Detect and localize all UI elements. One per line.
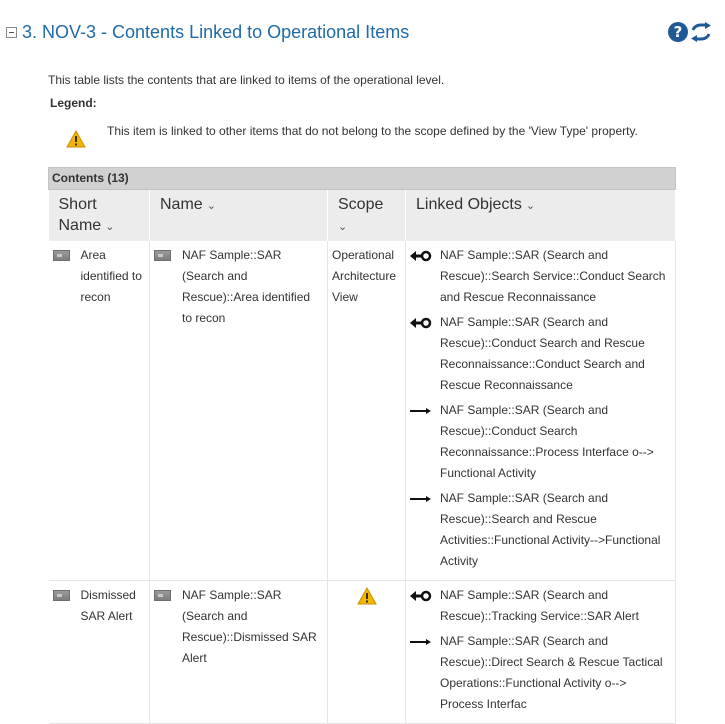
short-name-value[interactable]: Dismissed SAR Alert <box>80 588 136 623</box>
warning-icon <box>357 587 377 605</box>
scope-value: Operational Architecture View <box>332 248 397 304</box>
column-header-scope[interactable] <box>328 190 406 242</box>
refresh-icon[interactable] <box>690 22 712 42</box>
linked-object[interactable] <box>410 312 671 396</box>
legend-text: This item is linked to other items that do not belong to the scope defined by the 'View Type' property. <box>107 124 638 138</box>
help-icon[interactable]: ? <box>668 22 688 42</box>
linked-object-text: NAF Sample::SAR (Search and Rescue)::Tracking Service::SAR Alert <box>440 588 639 623</box>
linked-object-text: NAF Sample::SAR (Search and Rescue)::Search and Rescue Activities::Functional Activity-->Functional Activity <box>440 491 661 568</box>
arrow-link-icon <box>410 405 432 417</box>
arrow-link-icon <box>410 493 432 505</box>
column-header-linked-objects[interactable] <box>406 190 676 242</box>
chevron-down-icon[interactable]: ⌄ <box>338 220 348 233</box>
chevron-down-icon[interactable]: ⌄ <box>525 199 536 212</box>
name-value[interactable]: NAF Sample::SAR (Search and Rescue)::Area identified to recon <box>182 248 311 325</box>
table-caption: Contents (13) <box>49 168 676 190</box>
column-header-name[interactable] <box>150 190 328 242</box>
table-description: This table lists the contents that are linked to items of the operational level. <box>48 73 445 87</box>
name-value[interactable]: NAF Sample::SAR (Search and Rescue)::Dismissed SAR Alert <box>182 588 317 665</box>
element-icon <box>154 250 171 261</box>
linked-object-text: NAF Sample::SAR (Search and Rescue)::Search Service::Conduct Search and Rescue Reconnaissance <box>440 248 666 304</box>
column-header-short-name[interactable] <box>49 190 150 242</box>
linked-object[interactable] <box>410 488 671 572</box>
contents-table <box>48 167 676 724</box>
linked-object[interactable] <box>410 400 671 484</box>
bidirectional-link-icon <box>410 317 432 329</box>
section-title: 3. NOV-3 - Contents Linked to Operational Items <box>22 22 410 42</box>
linked-object-text: NAF Sample::SAR (Search and Rescue)::Conduct Search and Rescue Reconnaissance::Conduct Search and Rescue Reconnaissance <box>440 315 645 392</box>
linked-object[interactable] <box>410 631 671 715</box>
linked-object[interactable] <box>410 245 671 308</box>
name-label: Name <box>160 196 203 213</box>
linked-objects-label: Linked Objects <box>416 196 522 213</box>
table-row <box>49 241 676 581</box>
warning-icon <box>66 130 86 148</box>
linked-object-text: NAF Sample::SAR (Search and Rescue)::Conduct Search Reconnaissance::Process Interface o--> Functional Activity <box>440 403 654 480</box>
scope-label: Scope <box>338 196 384 213</box>
short-name-value[interactable]: Area identified to recon <box>80 248 142 304</box>
section-header <box>0 0 725 60</box>
chevron-down-icon[interactable]: ⌄ <box>206 199 216 212</box>
linked-object-text: NAF Sample::SAR (Search and Rescue)::Direct Search & Rescue Tactical Operations::Functional Activity o--> Process Interfac <box>440 634 663 711</box>
legend-label: Legend: <box>50 96 97 110</box>
collapse-icon[interactable] <box>6 27 17 38</box>
table-row <box>49 581 676 724</box>
element-icon <box>53 250 70 261</box>
chevron-down-icon[interactable]: ⌄ <box>105 220 115 233</box>
element-icon <box>53 590 70 601</box>
arrow-link-icon <box>410 636 432 648</box>
short-name-label: Short Name <box>58 196 102 234</box>
bidirectional-link-icon <box>410 250 432 262</box>
element-icon <box>154 590 171 601</box>
bidirectional-link-icon <box>410 590 432 602</box>
linked-object[interactable] <box>410 585 671 627</box>
